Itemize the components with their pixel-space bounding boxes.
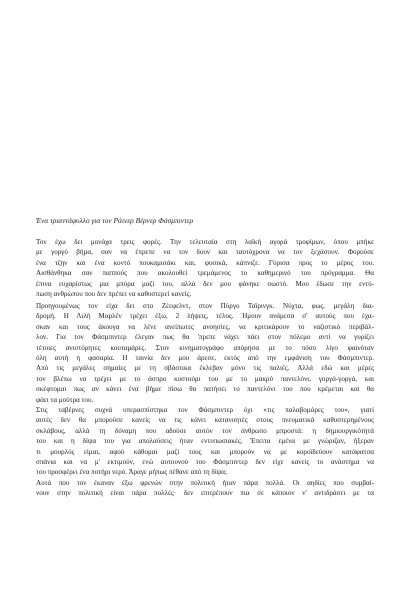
text-line: φάει τα μούτρα του. — [36, 395, 94, 404]
text-line: σκλάβους, αλλά τη δύναμη που αδούσε αυτόν τον άνθρωπο μπροστά: η δημιουργικότητά — [36, 426, 374, 435]
text-line: σκέφτομαι πως αν κάνει ένα βήμα πίσω θα πατήσει το παντελόνι του που κρέμεται και θα — [36, 385, 374, 394]
text-line: πωση ανθρώπου που δεν πρέπει να καθυστερεί κανείς. — [36, 290, 192, 299]
text-line: με γοργό βήμα, σαν να έπρεπε να τον δουν και ταυτόχρονα να τον ξεχάσουν. Φορούσε — [36, 248, 374, 257]
text-line: Από τις μεγάλες σημαίες με τη σβάστικα έκλεβαν μόνο τις παλιές. Αλλά εδώ και μέρες — [36, 364, 374, 373]
text-line: αυτές δεν θα μπορούσε κανείς να τις κάνει κατανοητές στους πνευματικά καθυστερημένους — [36, 416, 374, 425]
essay-title: Ένα τριαντάφυλλο για τον Ράινερ Βέρνερ Φάσμπιντερ — [36, 216, 194, 225]
text-line: Αυτά που τον έκαναν έξω φρενών στην πολιτική ήταν πάρα πολλά. Οι αηδίες που συμβαί- — [36, 478, 374, 487]
text-line: τι μουρλός είμαι, αφού κάθομαι μαζί τους και μπορούν να με κοροϊδεύουν κατάφατσα — [36, 447, 374, 456]
text-line: ένα τζην και ένα κοντό πουκαμισάκι και, φυσικά, κάπνιζε. Γύρισα προς το μέρος του. — [36, 258, 374, 267]
text-line: του προσφέρει ένα ποτήρι νερό. Άραγε μήπως πέθανε από τη δίψα; — [36, 468, 227, 477]
text-line: σπάνια και να μ' εκτιμούν, ενώ αυτουνού του Φάσμπιντερ δεν είχε κανείς το ανάστημα να — [36, 458, 374, 467]
text-line: σκαν και τους άκουγα να λένε ανείπωτες ανοησίες, να κριτικάρουν το ναζιστικό περιβάλ- — [36, 322, 374, 331]
text-line: νουν στην πολιτική είναι πάρα πολλές· δεν επιτρέπουν πια σε κάποιον ν' αντιδράσει με τα — [36, 489, 374, 498]
text-line: Προηγουμένως τον είχα δει στο Ζέεφελντ, στον Πύργο Ταϊρινγκ. Νύχτα, φως, μεγάλη δια- — [36, 302, 374, 310]
text-line: έπινα ευχαρίστως μια μπύρα μαζί του, αλλά δεν μου φάνηκε σωστό. Μου έδωσε την εντύ- — [36, 279, 374, 288]
text-line: όλη αυτή η φασαρία. Η ταινία δεν μου άρεσε, εκτός από την εμφάνιση του Φάσμπιντερ. — [36, 354, 374, 363]
text-line: Τον έχω δει μονάχα τρεις φορές. Την τελευταία στη λαϊκή αγορά τροφίμων, όπου μπήκε — [36, 238, 374, 246]
paragraph-1 — [36, 237, 374, 299]
text-line: Στις ταβέρνες συχνά υπερασπίστηκα τον Φάσμπιντερ όχι «τις παλαβομάρες του», γιατί — [36, 406, 374, 414]
text-line: του και η δίψα του για απολαύσεις ήταν εντυπωσιακές. Έπειτα εμένα με γνώριζαν, ήξεραν — [36, 437, 374, 446]
text-line: τέτοιες ανιστόρητες κουταμάρες. Στον κινηματογράφο απόρησα με το πόσο λίγο φαινόταν — [36, 343, 374, 352]
text-line: δρομή. Η Λιλή Μαρλέν τρέχει έξω, 2 λήψεις, τέλος. Ήμουν ανάμεσα σ' αυτούς που έχα- — [36, 312, 374, 321]
paragraph-2 — [36, 301, 374, 405]
paragraph-3 — [36, 405, 374, 499]
text-line: τον βλέπω να τρέχει με το άσπρο κοστούμι του με το μακρύ παντελόνι, γοργά-γοργά, και — [36, 374, 374, 383]
text-line: λον. Για τον Φάσμπιντερ έλεγαν πως θα 'πρεπε νάχει πάει στον πόλεμο αντί να γυρίζει — [36, 333, 374, 342]
text-line: Αισθάνθηκα σαν παππούς που ακολουθεί τρεμάμενος το καθημερινό του πρόγραμμα. Θα — [36, 269, 374, 278]
